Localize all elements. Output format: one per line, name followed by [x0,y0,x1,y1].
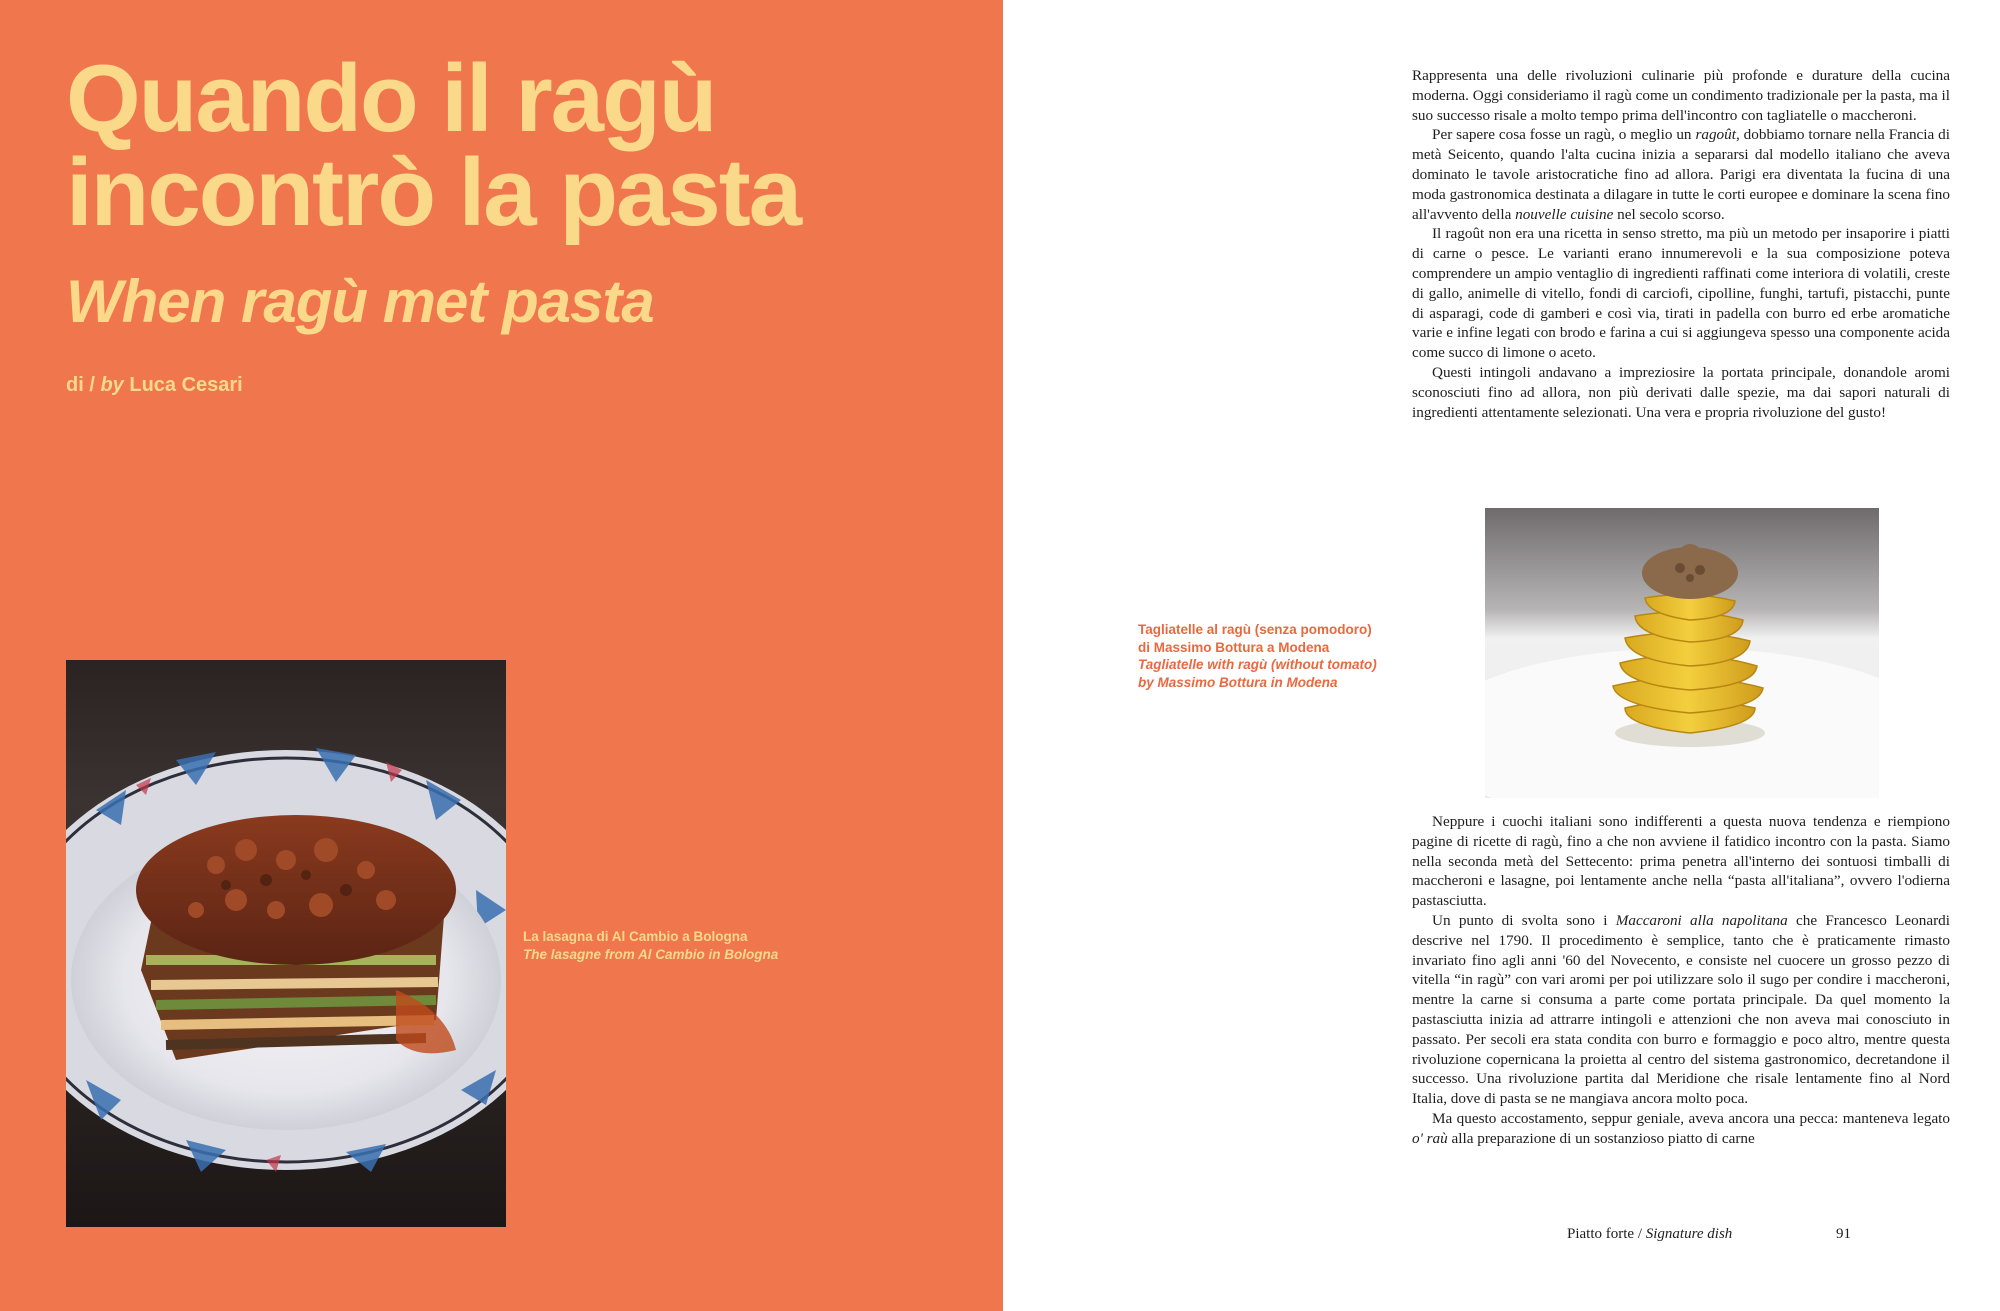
lasagna-caption-en: The lasagne from Al Cambio in Bologna [523,947,779,962]
tagliatelle-photo [1485,508,1879,798]
tagliatelle-caption-en-1: Tagliatelle with ragù (without tomato) [1138,657,1377,672]
p7-text-b: alla preparazione di un sostanzioso piatto di carne [1447,1129,1755,1147]
p2-emphasis: ragoût [1695,126,1736,144]
paragraph-4: Questi intingoli andavano a impreziosire la portata principale, donandole aromi sconosciuti fino ad allora, non più derivati dalle spezie, ma dai sapori naturali di ingredienti attentamente selezionati. Una vera e propria rivoluzione del gusto! [1412,363,1950,421]
page-number: 91 [1836,1226,1851,1242]
title-line-2: incontrò la pasta [66,139,801,246]
p6-text-a: Un punto di svolta sono i [1432,911,1616,929]
paragraph-2 [1412,125,1950,224]
p2-text-c: nel secolo scorso. [1613,205,1725,223]
p7-emphasis: o' raù [1412,1129,1448,1147]
body-text-bottom [1412,812,1950,1149]
p2-emphasis-2: nouvelle cuisine [1515,205,1614,223]
paragraph-7 [1412,1109,1950,1149]
lasagna-caption [523,928,843,964]
paragraph-5: Neppure i cuochi italiani sono indifferenti a questa nuova tendenza e riempiono pagine di ricette di ragù, fino a che non avviene il fatidico incontro con la pasta. Siamo nella seconda metà del Settecento: prima penetra all'interno dei sontuosi timballi di maccheroni e lasagne, poi lentamente anche nella “pasta all'italiana”, ovvero l'odierna pastasciutta. [1412,813,1950,910]
byline [66,374,243,397]
tagliatelle-caption-it-2: di Massimo Bottura a Modena [1138,639,1330,655]
paragraph-3: Il ragoût non era una ricetta in senso stretto, ma più un metodo per insaporire i piatti di carne o pesce. Le varianti erano innumerevoli e la sua composizione poteva comprendere un ampio ventaglio di ingredienti raffinati come interiora di volatili, creste di gallo, animelle di vitello, fondi di carciofi, cipolline, funghi, tartufi, pistacchi, punte di asparagi, code di gamberi e così via, tirati in padella con burro ed erbe aromatiche varie e infine legati con brodo e farina a cui si aggiungeva spesso una componente acida come succo di limone o aceto. [1412,225,1950,362]
tagliatelle-caption [1138,621,1418,691]
byline-author: Luca Cesari [123,374,243,396]
lasagna-caption-it: La lasagna di Al Cambio a Bologna [523,929,748,944]
p2-text-b: , dobbiamo tornare nella Francia di metà Seicento, quando l'alta cucina inizia a separarsi dal modello italiano che aveva dominato le tavole aristocratiche fino ad allora. Parigi era diventata la fucina di una moda gastronomica destinata a dilagare in tutte le corti europee e dominare la scena fino all'avvento della [1412,126,1950,223]
p7-text-a: Ma questo accostamento, seppur geniale, aveva ancora una pecca: manteneva legato [1432,1109,1950,1127]
tagliatelle-caption-en-2: by Massimo Bottura in Modena [1138,674,1338,690]
p6-emphasis: Maccaroni alla napolitana [1615,911,1788,929]
byline-prefix: di / [66,374,101,396]
tagliatelle-illustration [1485,508,1879,798]
article-subtitle: When ragù met pasta [66,268,654,335]
title-line-1: Quando il ragù [66,45,716,152]
footer-section-it: Piatto forte / [1567,1226,1646,1242]
lasagna-photo [66,660,506,1227]
article-title [66,45,966,246]
body-text-top [1412,66,1950,422]
paragraph-1: Rappresenta una delle rivoluzioni culinarie più profonde e durature della cucina moderna. Oggi consideriamo il ragù come un condimento tradizionale per la pasta, ma il suo successo risale a molto tempo prima dell'incontro con tagliatelle o maccheroni. [1412,67,1950,124]
byline-by: by [100,374,124,396]
p2-text-a: Per sapere cosa fosse un ragù, o meglio un [1432,126,1696,144]
tagliatelle-caption-it-1: Tagliatelle al ragù (senza pomodoro) [1138,622,1372,637]
p6-text-b: che Francesco Leonardi descrive nel 1790. Il procedimento è semplice, tanto che è praticamente rimasto invariato fino agli anni '60 del Novecento, e consiste nel cuocere un grosso pezzo di vitella “in ragù” con vari aromi per poi utilizzare solo il sugo per condire i maccheroni, mentre la carne si consuma a parte come portata principale. Da quel momento la pastasciutta inizia ad attrarre intingoli e attenzioni che non aveva mai conosciuto in passato. Per secoli era stata condita con burro e formaggio e poco altro, mentre questa rivoluzione copernicana la proietta al centro del sistema gastronomico, decretandone il successo. Una rivoluzione partita dal Meridione che risale lentamente fino al Nord Italia, dove di pasta se ne mangiava ancora molto poca. [1412,911,1950,1108]
footer-section-en: Signature dish [1645,1226,1733,1242]
footer-section-label [1567,1226,1732,1243]
paragraph-6 [1412,911,1950,1109]
lasagna-illustration [66,660,506,1227]
